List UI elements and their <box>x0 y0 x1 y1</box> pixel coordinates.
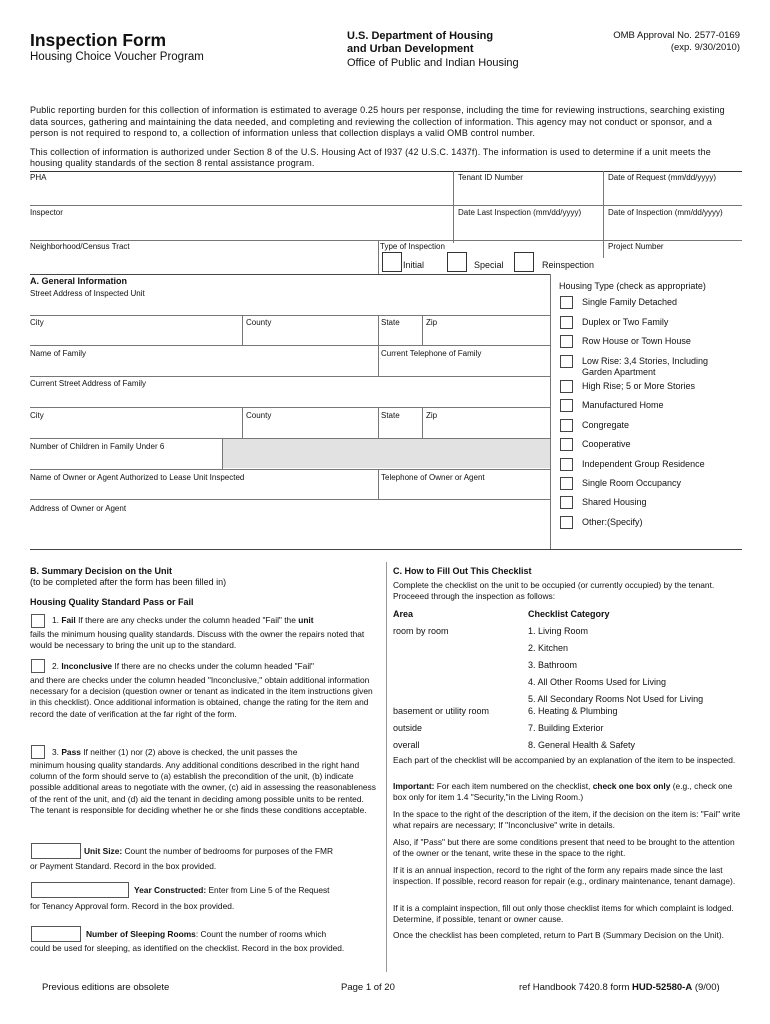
phone-family-label: Current Telephone of Family <box>381 349 482 358</box>
owner-address-label: Address of Owner or Agent <box>30 504 127 513</box>
check-one-box: check one box only <box>592 781 671 791</box>
pass-description: minimum housing quality standards. Any additional conditions described in the right hand column of the form should serve to (a) establish the precondition of the unit, (b) indicate possible additional areas to negotiate with the owner, (c) aid in assessing the reasonableness of the rent of the unit, and (d) aid the tenant in deciding among possible units to be rented. The tenant is responsible for deciding whether he or she finds these conditions acceptable. <box>30 760 376 815</box>
page-number: Page 1 of 20 <box>341 982 395 993</box>
high-rise-checkbox[interactable] <box>560 380 573 393</box>
instruction-p1: Each part of the checklist will be accompanied by an explanation of the item to be inspected. <box>393 755 736 765</box>
children-under-6-label: Number of Children in Family Under 6 <box>30 442 165 451</box>
pass-number: 3. <box>52 747 59 757</box>
inspector-input[interactable] <box>30 219 453 239</box>
burden-statement: Public reporting burden for this collection of information is estimated to average 0.25 hours per response, including the time for reviewing instructions, searching existing data sources, gathering and maintaining the data needed, and completing and reviewing the collection of information. This agency may not conduct or sponsor, and a person is not required to respond to, a collection of information unless that collection displays a valid OMB control number. <box>30 105 725 138</box>
group-residence-label: Independent Group Residence <box>582 459 705 469</box>
sleeping-rooms-label: Number of Sleeping Rooms <box>86 929 196 939</box>
state-input[interactable] <box>380 328 420 344</box>
section-b-subtitle: (to be completed after the form has been filled in) <box>30 577 227 587</box>
single-family-checkbox[interactable] <box>560 296 573 309</box>
fail-text-a: If there are any checks under the column headed "Fail" the <box>78 615 296 625</box>
section-c-title: C. How to Fill Out This Checklist <box>393 566 532 576</box>
form-number <box>519 982 720 993</box>
instruction-p2 <box>393 781 742 803</box>
pha-label: PHA <box>30 173 47 182</box>
hqs-title: Housing Quality Standard Pass or Fail <box>30 597 194 607</box>
current-address-input[interactable] <box>30 389 550 405</box>
owner-address-input[interactable] <box>30 515 550 547</box>
shared-housing-label: Shared Housing <box>582 497 647 507</box>
year-constructed-description: for Tenancy Approval form. Record in the box provided. <box>30 901 235 911</box>
pass-checkbox[interactable] <box>31 745 45 759</box>
unit-size-description: or Payment Standard. Record in the box provided. <box>30 861 217 871</box>
name-family-input[interactable] <box>30 359 376 375</box>
instruction-p7: Once the checklist has been completed, return to Part B (Summary Decision on the Unit). <box>393 930 724 940</box>
project-number-input[interactable] <box>605 253 742 271</box>
shared-housing-checkbox[interactable] <box>560 496 573 509</box>
important-label: Important: <box>393 781 435 791</box>
date-last-inspection-label: Date Last Inspection (mm/dd/yyyy) <box>458 208 582 217</box>
street-address-input[interactable] <box>30 299 550 313</box>
neighborhood-input[interactable] <box>30 253 376 271</box>
low-rise-label: Low Rise: 3,4 Stories, Including <box>582 356 709 366</box>
fail-number: 1. <box>52 615 59 625</box>
category-heading: Checklist Category <box>528 609 610 619</box>
zip-label: Zip <box>426 318 438 327</box>
single-room-checkbox[interactable] <box>560 477 573 490</box>
inspector-label: Inspector <box>30 208 63 217</box>
neighborhood-label: Neighborhood/Census Tract <box>30 242 130 251</box>
pha-input[interactable] <box>30 184 453 204</box>
category-living-room: 1. Living Room <box>528 626 589 636</box>
type-inspection-label: Type of Inspection <box>380 242 445 251</box>
project-number-label: Project Number <box>608 242 664 251</box>
inconclusive-description: and there are checks under the column headed "Inconclusive," obtain additional information necessary for a decision (question owner or tenant as indicated in the item instructions given in this checklist). Once additional information is obtained, change the rating for the item and record the date of verification at the far right of the form. <box>30 675 373 719</box>
city-input[interactable] <box>30 328 240 344</box>
date-inspection-input[interactable] <box>605 219 742 239</box>
category-secondary-rooms: 5. All Secondary Rooms Not Used for Living <box>528 694 704 704</box>
category-bathroom: 3. Bathroom <box>528 660 578 670</box>
name-family-label: Name of Family <box>30 349 87 358</box>
tenant-id-input[interactable] <box>455 184 601 204</box>
pass-text-a: If neither (1) nor (2) above is checked, the unit passes the <box>83 747 298 757</box>
department-name <box>347 30 493 56</box>
other-label: Other:(Specify) <box>582 517 643 527</box>
area-outside: outside <box>393 723 423 733</box>
manufactured-home-checkbox[interactable] <box>560 399 573 412</box>
dept-line-2: and Urban Development <box>347 43 474 55</box>
form-title: Inspection Form <box>30 30 167 50</box>
county-label: County <box>246 318 272 327</box>
shaded-area <box>223 439 550 468</box>
date-last-inspection-input[interactable] <box>455 219 601 239</box>
category-heating: 6. Heating & Plumbing <box>528 706 618 716</box>
special-label: Special <box>474 260 504 270</box>
congregate-label: Congregate <box>582 420 630 430</box>
year-constructed-input[interactable] <box>31 882 129 898</box>
instruction-p2-a: For each item numbered on the checklist, <box>436 781 591 791</box>
zip-input[interactable] <box>424 328 548 344</box>
fail-checkbox[interactable] <box>31 614 45 628</box>
single-family-label: Single Family Detached <box>582 297 678 307</box>
year-constructed-text-a: Enter from Line 5 of the Request <box>208 885 330 895</box>
city-label: City <box>30 318 44 327</box>
date-request-input[interactable] <box>605 184 742 204</box>
initial-checkbox[interactable] <box>382 252 402 272</box>
reinspection-label: Reinspection <box>542 260 595 270</box>
inconclusive-word: Inconclusive <box>61 661 113 671</box>
instruction-p6: If it is a complaint inspection, fill out only those checklist items for which complaint is lodged. Determine, if possible, tenant or owner cause. <box>393 903 734 925</box>
children-under-6-input[interactable] <box>180 452 220 466</box>
omb-expiration: (exp. 9/30/2010) <box>670 42 740 53</box>
instruction-p2-rest: (e.g., check one box only for item 1.4 "Security,"in the Living Room.) <box>393 781 733 803</box>
sleeping-rooms-input[interactable] <box>31 926 81 942</box>
date-request-label: Date of Request (mm/dd/yyyy) <box>608 173 717 182</box>
single-room-label: Single Room Occupancy <box>582 478 682 488</box>
fail-line <box>52 615 314 626</box>
reinspection-checkbox[interactable] <box>514 252 534 272</box>
inconclusive-number: 2. <box>52 661 59 671</box>
fail-unit-word: unit <box>298 615 314 625</box>
owner-name-label: Name of Owner or Agent Authorized to Lease Unit Inspected <box>30 473 245 482</box>
county2-input[interactable] <box>244 421 376 437</box>
state2-label: State <box>381 411 400 420</box>
category-health-safety: 8. General Health & Safety <box>528 740 636 750</box>
cooperative-label: Cooperative <box>582 439 631 449</box>
housing-type-title: Housing Type (check as appropriate) <box>559 281 706 291</box>
instruction-p5: If it is an annual inspection, record to the right of the form any repairs made since the last inspection. If possible, record reason for repair (e.g., ordinary maintenance, tenant damage). <box>393 865 736 887</box>
state-label: State <box>381 318 400 327</box>
low-rise-checkbox[interactable] <box>560 355 573 368</box>
footer-obsolete-note: Previous editions are obsolete <box>42 982 170 993</box>
inconclusive-text-a: If there are no checks under the column headed "Fail" <box>114 661 315 671</box>
area-room-by-room: room by room <box>393 626 449 636</box>
county-input[interactable] <box>244 328 376 344</box>
street-address-label: Street Address of Inspected Unit <box>30 289 145 298</box>
state2-input[interactable] <box>380 421 420 437</box>
zip2-label: Zip <box>426 411 438 420</box>
phone-family-input[interactable] <box>380 359 548 375</box>
inconclusive-line <box>52 661 314 672</box>
group-residence-checkbox[interactable] <box>560 458 573 471</box>
initial-label: Initial <box>403 260 425 270</box>
date-inspection-label: Date of Inspection (mm/dd/yyyy) <box>608 208 723 217</box>
section-b-title: B. Summary Decision on the Unit <box>30 566 173 576</box>
office-name: Office of Public and Indian Housing <box>347 57 519 69</box>
instruction-p4: Also, if "Pass" but there are some conditions present that need to be brought to the attention of the owner or the tenant, write these in the space to the right. <box>393 837 735 859</box>
section-c-intro: Complete the checklist on the unit to be occupied (or currently occupied) by the tenant. Proceeed through the inspection as follows: <box>393 580 715 602</box>
pass-line <box>52 747 297 758</box>
special-checkbox[interactable] <box>447 252 467 272</box>
duplex-label: Duplex or Two Family <box>582 317 669 327</box>
dept-line-1: U.S. Department of Housing <box>347 30 494 42</box>
county2-label: County <box>246 411 272 420</box>
owner-phone-input[interactable] <box>380 483 548 498</box>
cooperative-checkbox[interactable] <box>560 438 573 451</box>
duplex-checkbox[interactable] <box>560 316 573 329</box>
other-checkbox[interactable] <box>560 516 573 529</box>
zip2-input[interactable] <box>424 421 548 437</box>
unit-size-text-a: Count the number of bedrooms for purposes of the FMR <box>124 846 334 856</box>
owner-phone-label: Telephone of Owner or Agent <box>381 473 485 482</box>
instruction-p3: In the space to the right of the description of the item, if the decision on the item is: "Fail" write what repairs are necessary; If "Inconclusive" write in details. <box>393 809 741 831</box>
pass-word: Pass <box>61 747 81 757</box>
form-id: HUD-52580-A <box>632 982 693 993</box>
low-rise-label-2: Garden Apartment <box>582 367 656 377</box>
category-exterior: 7. Building Exterior <box>528 723 604 733</box>
section-a-title: A. General Information <box>30 276 128 286</box>
city2-input[interactable] <box>30 421 240 437</box>
row-house-label: Row House or Town House <box>582 336 691 346</box>
omb-approval <box>613 30 740 54</box>
unit-size-label: Unit Size: <box>84 846 123 856</box>
sleeping-rooms-description: could be used for sleeping, as identified on the checklist. Record in the box provided. <box>30 943 345 953</box>
unit-size-line <box>84 846 333 857</box>
form-ref: ref Handbook 7420.8 form <box>519 982 630 993</box>
fail-word: Fail <box>61 615 76 625</box>
area-basement: basement or utility room <box>393 706 490 716</box>
year-constructed-line <box>134 885 330 896</box>
sleeping-rooms-text-a: : Count the number of rooms which <box>195 929 327 939</box>
city2-label: City <box>30 411 44 420</box>
category-kitchen: 2. Kitchen <box>528 643 569 653</box>
fail-description: fails the minimum housing quality standards. Discuss with the owner the repairs noted that would be necessary to bring the unit up to the standard. <box>30 629 365 651</box>
unit-size-input[interactable] <box>31 843 81 859</box>
area-heading: Area <box>393 609 414 619</box>
tenant-id-label: Tenant ID Number <box>458 173 523 182</box>
inconclusive-checkbox[interactable] <box>31 659 45 673</box>
form-date: (9/00) <box>694 982 720 993</box>
program-name: Housing Choice Voucher Program <box>30 51 204 63</box>
row-house-checkbox[interactable] <box>560 335 573 348</box>
owner-name-input[interactable] <box>30 483 376 498</box>
sleeping-rooms-line <box>86 929 326 940</box>
area-overall: overall <box>393 740 420 750</box>
congregate-checkbox[interactable] <box>560 419 573 432</box>
high-rise-label: High Rise; 5 or More Stories <box>582 381 696 391</box>
year-constructed-label: Year Constructed: <box>134 885 207 895</box>
current-address-label: Current Street Address of Family <box>30 379 147 388</box>
authority-statement: This collection of information is authorized under Section 8 of the U.S. Housing Act of I937 (42 U.S.C. 1437f). The information is used to determine if a unit meets the housing quality standards of the section 8 rental assistance program. <box>30 147 711 168</box>
category-other-rooms: 4. All Other Rooms Used for Living <box>528 677 667 687</box>
manufactured-home-label: Manufactured Home <box>582 400 664 410</box>
omb-number: OMB Approval No. 2577-0169 <box>613 30 740 41</box>
